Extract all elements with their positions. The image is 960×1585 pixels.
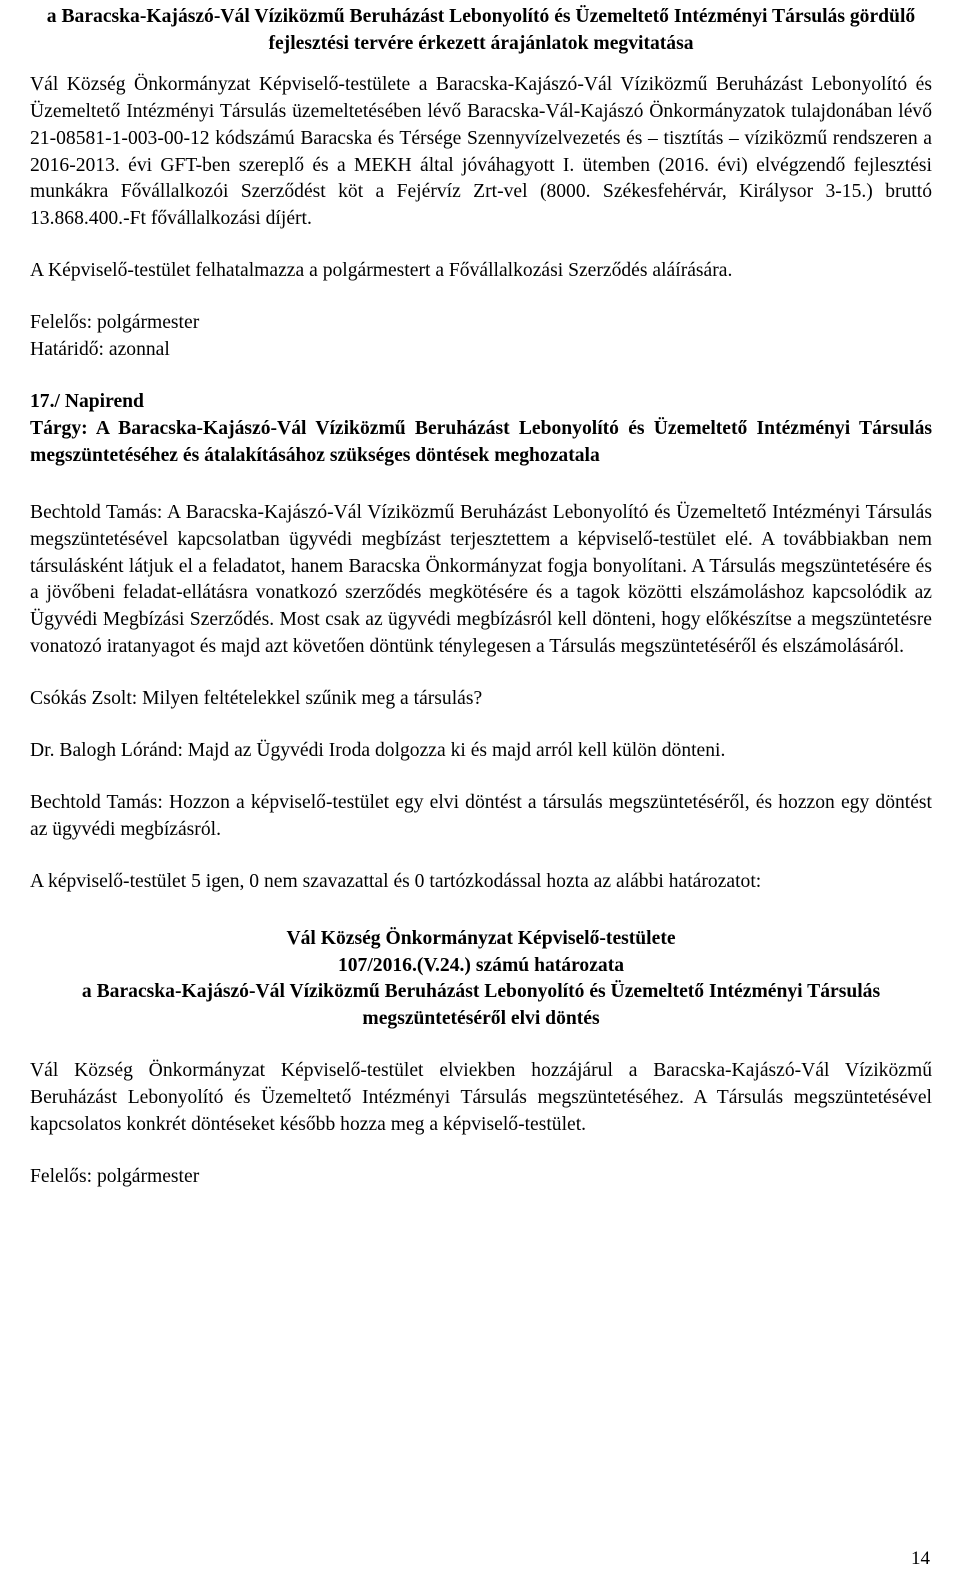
document-page [30, 4, 932, 1191]
authorization-text: A Képviselő-testület felhatalmazza a polgármestert a Fővállalkozási Szerződés aláírására. [30, 260, 733, 282]
agenda-subject: Tárgy: A Baracska-Kajászó-Vál Víziközmű Beruházást Lebonyolító és Üzemeltető Intézményi Társulás megszüntetéséhez és átalakításához szükséges döntések meghozatala [30, 417, 932, 466]
resolution-number: 107/2016.(V.24.) számú határozata [337, 954, 625, 976]
responsible-line: Felelős: polgármester [30, 312, 200, 334]
vote-result: A képviselő-testület 5 igen, 0 nem szavazattal és 0 tartózkodással hozta az alábbi határozatot: [30, 870, 762, 892]
discussion-paragraph: Dr. Balogh Lóránd: Majd az Ügyvédi Iroda dolgozza ki és majd arról kell külön dönteni. [30, 740, 726, 762]
discussion-paragraph: Bechtold Tamás: Hozzon a képviselő-testület egy elvi döntést a társulás megszüntetéséről, és hozzon egy döntést az ügyvédi megbízásról. [30, 791, 932, 840]
deadline-line: Határidő: azonnal [30, 339, 170, 361]
resolution-body-name: Vál Község Önkormányzat Képviselő-testülete [286, 927, 676, 949]
agenda-number: 17./ Napirend [30, 390, 144, 412]
resolution-title: a Baracska-Kajászó-Vál Víziközmű Beruházást Lebonyolító és Üzemeltető Intézményi Társulás megszüntetéséről elvi döntés [81, 981, 881, 1030]
discussion-paragraph: Bechtold Tamás: A Baracska-Kajászó-Vál Víziközmű Beruházást Lebonyolító és Üzemeltető Intézményi Társulás megszüntetésével kapcsolatban ügyvédi megbízást terjesztettem a képviselő-testület elé. A továbbiakban nem társulásként látjuk el a feladatot, hanem Baracska Önkormányzat fogja bonyolítani. A Társulás megszüntetésére és a jövőbeni feladat-ellátásra vonatkozó szerződés megkötésére és a tagok közötti elszámoláshoz kapcsolódik az Ügyvédi Megbízási Szerződés. Most csak az ügyvédi megbízásról kell dönteni, hogy előkészítse a megszüntetésre vonatozó iratanyagot és majd azt követően döntünk ténylegesen a Társulás megszüntetéséről és elszámolásáról. [30, 501, 932, 658]
resolution-text: Vál Község Önkormányzat Képviselő-testület elviekben hozzájárul a Baracska-Kajászó-Vál Víziközmű Beruházást Lebonyolító és Üzemeltető Intézményi Társulás megszüntetéséhez. A Társulás megszüntetésével kapcsolatos konkrét döntéseket később hozza meg a képviselő-testület. [30, 1060, 932, 1136]
discussion-paragraph: Csókás Zsolt: Milyen feltételekkel szűnik meg a társulás? [30, 688, 483, 710]
previous-resolution-body: Vál Község Önkormányzat Képviselő-testülete a Baracska-Kajászó-Vál Víziközmű Beruházást Lebonyolító és Üzemeltető Intézményi Társulás üzemeltetésében lévő Baracska-Vál-Kajászó Önkormányzatok tulajdonában lévő 21-08581-1-003-00-12 kódszámú Baracska és Térsége Szennyvízelvezetés és – tisztítás – víziközmű rendszeren a 2016-2013. évi GFT-ben szereplő és a MEKH által jóváhagyott I. ütemben (2016. évi) elvégzendő fejlesztési munkákra Fővállalkozói Szerződést köt a Fejérvíz Zrt-vel (8000. Székesfehérvár, Királysor 3-15.) bruttó 13.868.400.-Ft fővállalkozási díjért. [30, 73, 932, 230]
page-number: 14 [911, 1548, 930, 1569]
previous-resolution-title: a Baracska-Kajászó-Vál Víziközmű Beruházást Lebonyolító és Üzemeltető Intézményi Társulás gördülő fejlesztési tervére érkezett árajánlatok megvitatása [46, 6, 916, 54]
resolution-responsible: Felelős: polgármester [30, 1166, 200, 1187]
